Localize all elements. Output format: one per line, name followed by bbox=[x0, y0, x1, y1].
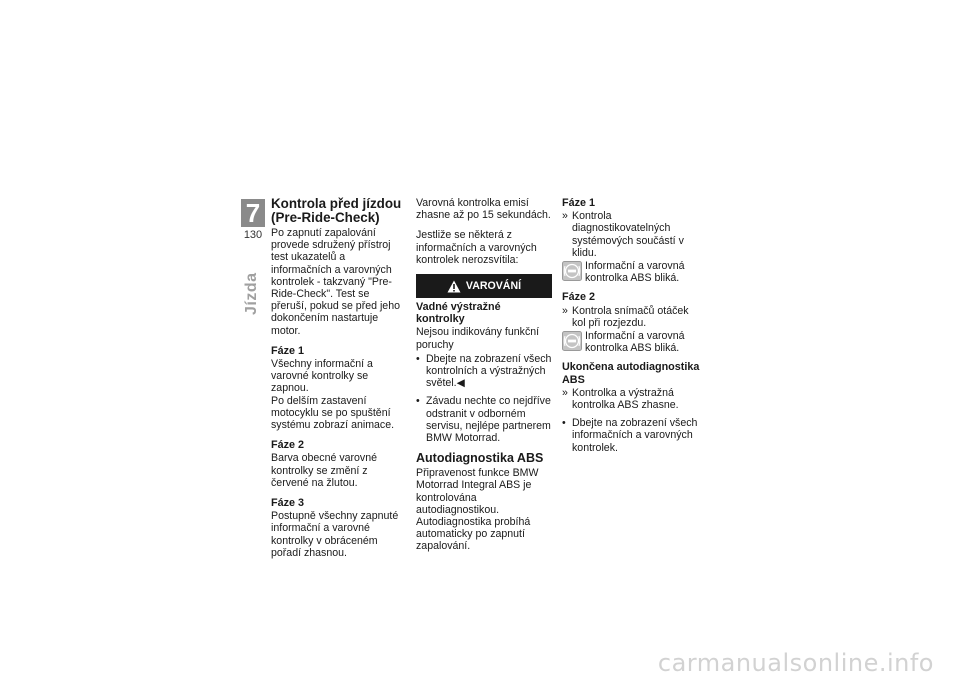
list-item: » Kontrola snímačů otáček kol při rozjezdu. bbox=[562, 304, 689, 329]
abs-phase1-result: Informační a varovná kontrolka ABS bliká. bbox=[562, 260, 702, 284]
warning-label: VAROVÁNÍ bbox=[465, 279, 522, 292]
not-lit-text: Jestliže se některá z informačních a varovných kontrolek nerozsvítila: bbox=[416, 229, 537, 266]
phase1-heading: Fáze 1 bbox=[271, 344, 305, 357]
phase2-text: Barva obecné varovné kontrolky se změní z červené na žlutou. bbox=[271, 452, 378, 489]
abs-phase2-result: Informační a varovná kontrolka ABS bliká. bbox=[562, 330, 702, 354]
abs-phase1-heading: Fáze 1 bbox=[562, 197, 596, 209]
intro-text: Po zapnutí zapalování provede sdružený přístroj test ukazatelů a informačních a varovných kontrolek - takzvaný "Pre-Ride-Check". Test se přeruší, pokud se před jeho dokončením nastartuje motor. bbox=[271, 227, 400, 337]
list-item: » Kontrola diagnostikovatelných systémových součástí v klidu. bbox=[562, 210, 684, 259]
phase3-text: Postupně všechny zapnuté informační a varovné kontrolky v obráceném pořadí zhasnou. bbox=[271, 510, 399, 559]
warning-triangle-icon bbox=[447, 280, 461, 293]
list-item: • Dbejte na zobrazení všech informačních a varovných kontrolek. bbox=[562, 417, 698, 454]
chapter-number: 7 bbox=[241, 199, 265, 227]
abs-phase1-steps bbox=[562, 210, 702, 259]
column-1 bbox=[271, 197, 407, 567]
watermark: carmanualsonline.info bbox=[657, 649, 934, 677]
page-title: Kontrola před jízdou (Pre-Ride-Check) bbox=[271, 196, 402, 225]
phase1-text-1: Všechny informační a varovné kontrolky se zapnou. bbox=[271, 358, 373, 395]
section-label: Jízda bbox=[243, 272, 260, 315]
emission-text: Varovná kontrolka emisí zhasne až po 15 sekundách. bbox=[416, 197, 551, 222]
warning-list bbox=[416, 353, 552, 444]
abs-end-list bbox=[562, 387, 702, 454]
warning-banner bbox=[416, 274, 552, 298]
abs-warning-light-icon bbox=[562, 331, 582, 351]
abs-text: Připravenost funkce BMW Motorrad Integral ABS je kontrolována autodiagnostikou. Autodiagnostika probíhá automaticky po zapnutí zapalování. bbox=[416, 467, 539, 553]
list-item: • Závadu nechte co nejdříve odstranit v odborném servisu, nejlépe partnerem BMW Motorrad. bbox=[416, 395, 551, 445]
warning-title: Vadné výstražné kontrolky bbox=[416, 301, 501, 326]
phase1-text-2: Po delším zastavení motocyklu se po spuštění systému zobrazí animace. bbox=[271, 394, 395, 432]
list-item: • Dbejte na zobrazení všech kontrolních a výstražných světel.◀ bbox=[416, 352, 552, 390]
abs-phase2-heading: Fáze 2 bbox=[562, 291, 596, 304]
phase2-heading: Fáze 2 bbox=[271, 439, 305, 452]
column-2 bbox=[416, 197, 552, 561]
phase3-heading: Fáze 3 bbox=[271, 497, 305, 510]
list-item: » Kontrolka a výstražná kontrolka ABS zhasne. bbox=[562, 386, 679, 412]
abs-warning-light-icon bbox=[562, 261, 582, 281]
abs-end-heading: Ukončena autodiagnostika ABS bbox=[562, 361, 700, 386]
abs-phase2-steps bbox=[562, 305, 702, 329]
column-3 bbox=[562, 197, 702, 461]
warning-text: Nejsou indikovány funkční poruchy bbox=[416, 326, 540, 351]
page-number: 130 bbox=[243, 229, 263, 241]
abs-heading: Autodiagnostika ABS bbox=[416, 451, 544, 466]
